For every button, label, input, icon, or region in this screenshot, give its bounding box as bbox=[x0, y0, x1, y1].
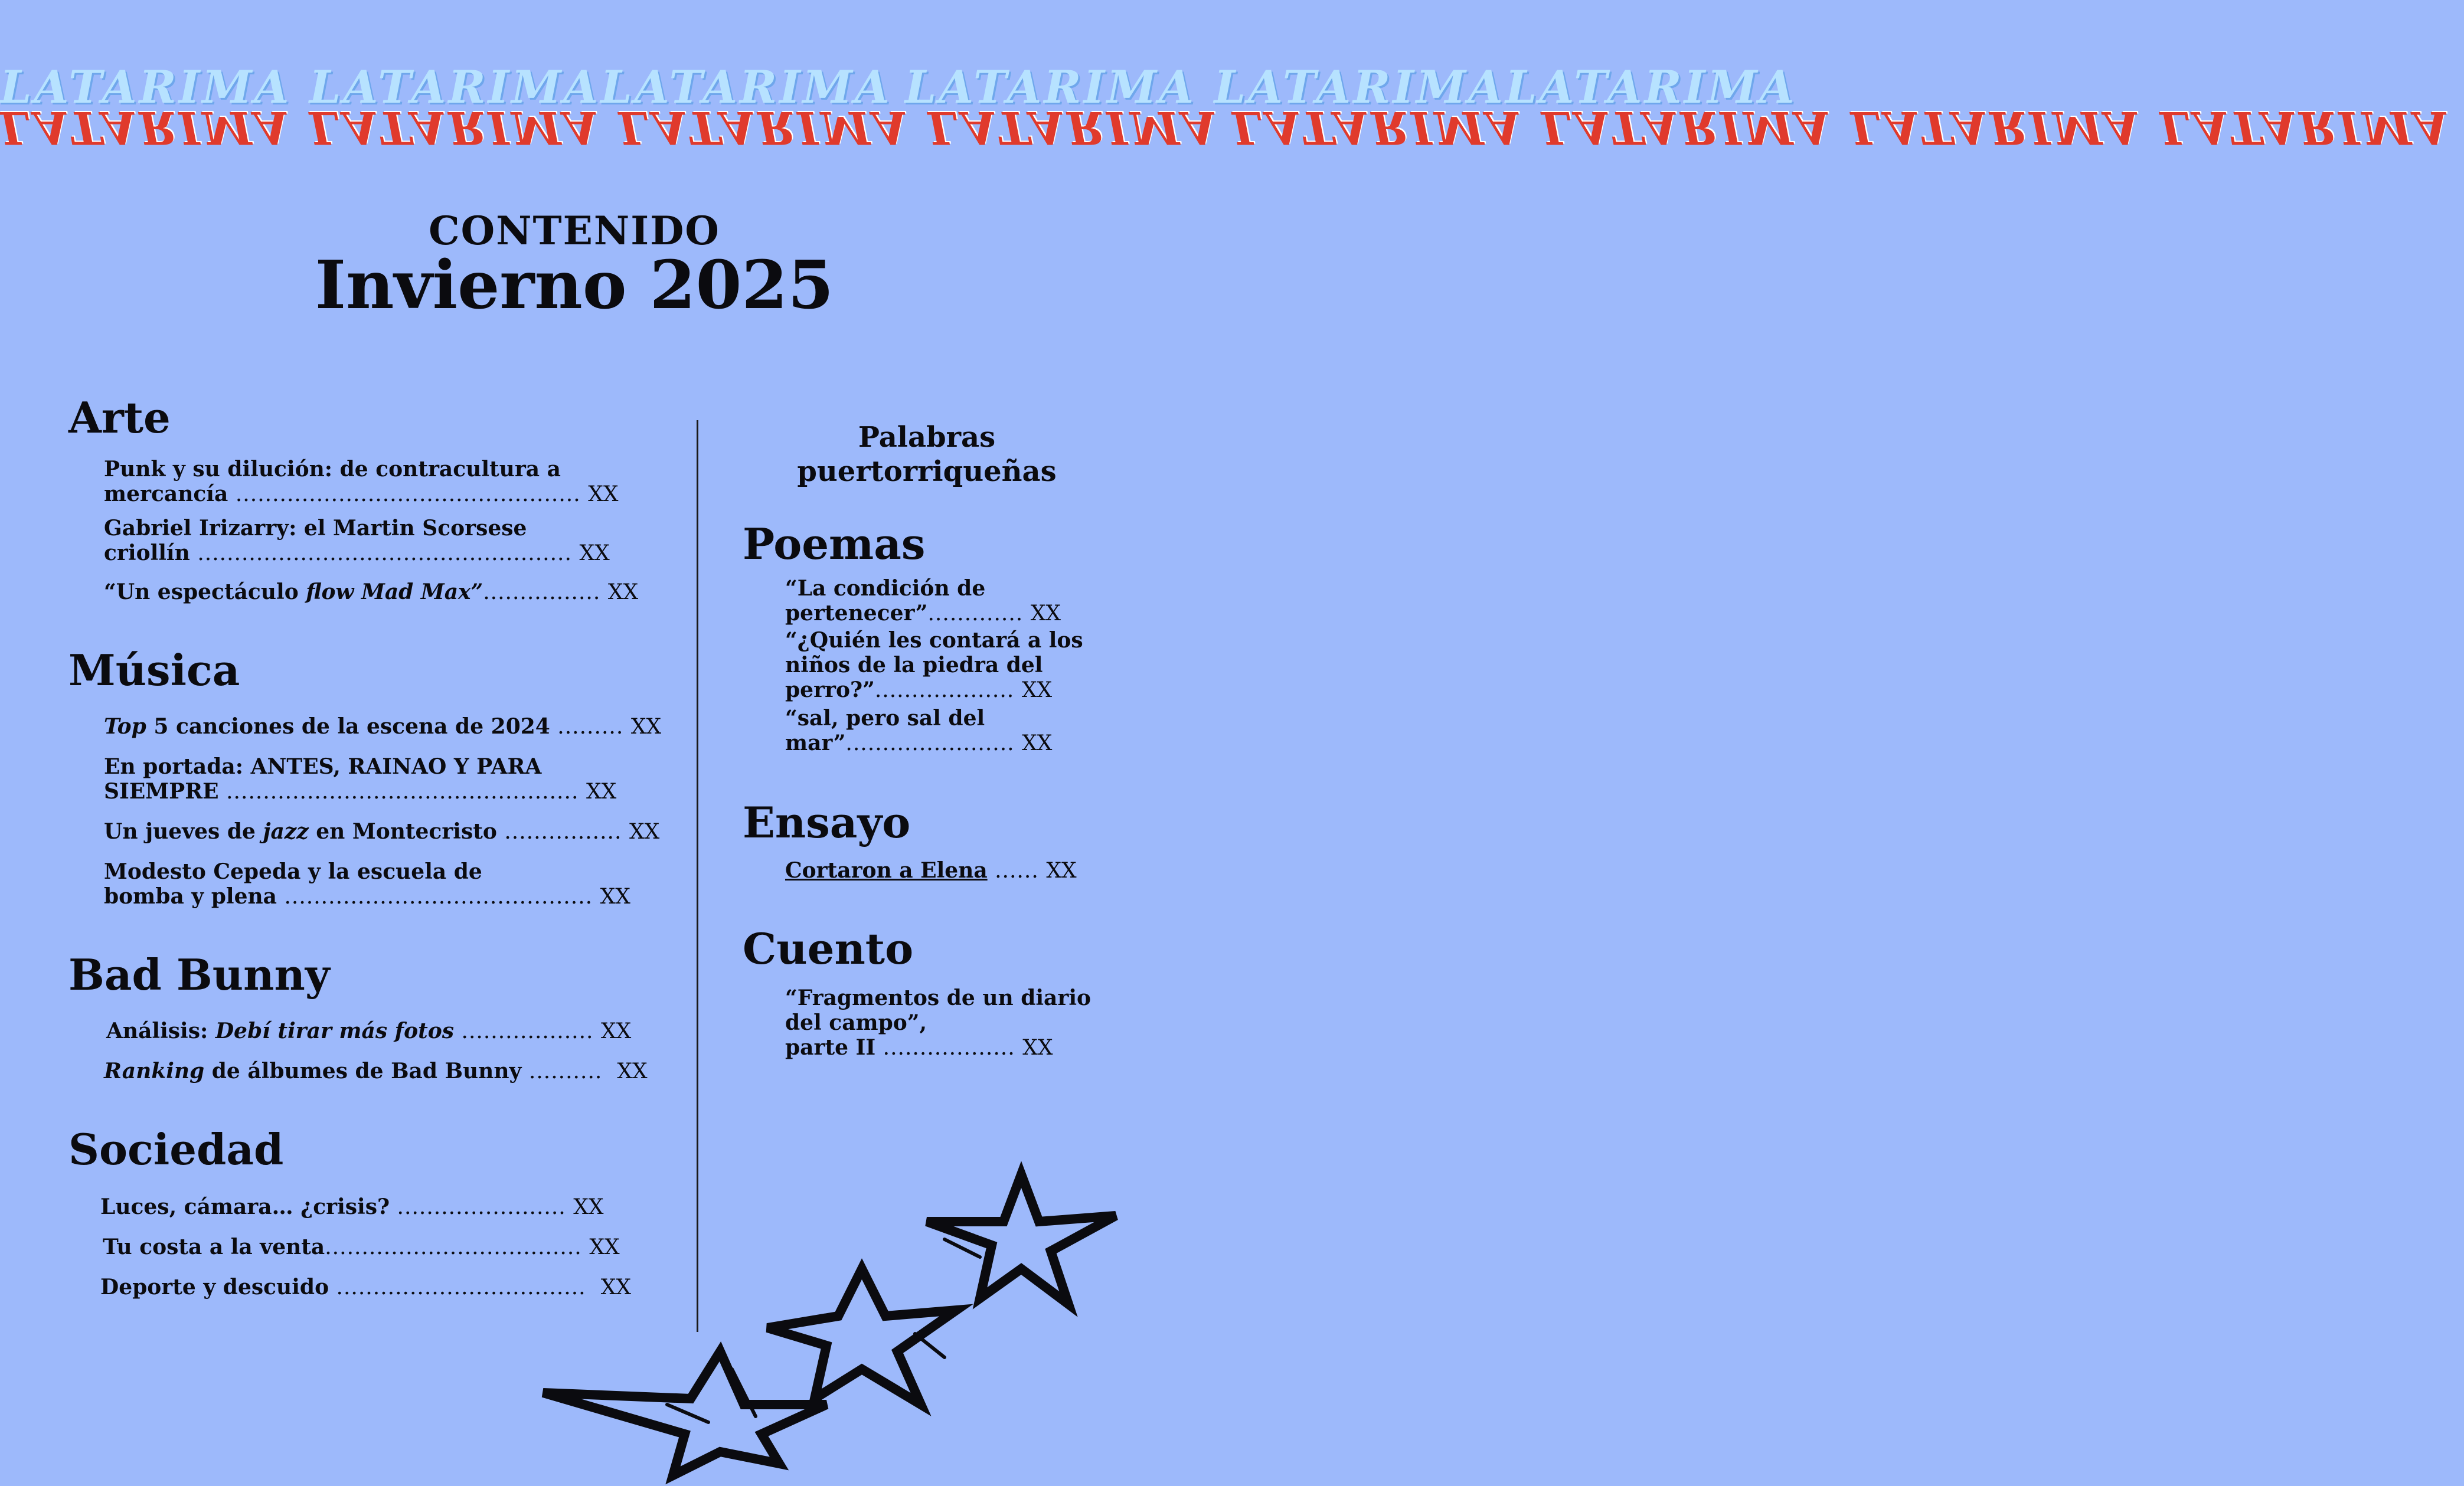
page-number: XX bbox=[1022, 1036, 1053, 1060]
toc-entry-costa[interactable]: Tu costa a la venta................................... XX bbox=[103, 1235, 620, 1259]
page-number: XX bbox=[601, 1019, 632, 1043]
page-number: XX bbox=[607, 580, 639, 604]
section-title-sociedad: Sociedad bbox=[68, 1124, 284, 1174]
toc-entry-elena[interactable]: Cortaron a Elena ...... XX bbox=[785, 858, 1077, 883]
page-number: XX bbox=[629, 820, 660, 844]
page-number: XX bbox=[589, 1235, 620, 1259]
page-number: XX bbox=[573, 1195, 604, 1219]
banner bbox=[0, 59, 2452, 154]
page-number: XX bbox=[600, 885, 630, 909]
toc-entry-cepeda[interactable]: Modesto Cepeda y la escuela de bomba y plena .......................................... XX bbox=[104, 859, 630, 909]
link-cortaron-a-elena[interactable]: Cortaron a Elena bbox=[785, 858, 988, 883]
toc-entry-irizarry[interactable]: Gabriel Irizarry: el Martin Scorsese criollín ................................................... XX bbox=[104, 516, 610, 565]
toc-entry-ranking[interactable]: Ranking de álbumes de Bad Bunny .......... XX bbox=[104, 1059, 648, 1084]
page-number: XX bbox=[600, 1275, 631, 1300]
toc-entry-condicion[interactable]: “La condición de pertenecer”............. XX bbox=[785, 576, 1061, 626]
section-title-cuento: Cuento bbox=[743, 924, 914, 974]
section-title-palabras: Palabras puertorriqueñas bbox=[797, 421, 1057, 488]
toc-entry-analisis[interactable]: Análisis: Debí tirar más fotos .................. XX bbox=[106, 1019, 632, 1043]
toc-entry-mad-max[interactable]: “Un espectáculo flow Mad Max”................ XX bbox=[104, 580, 639, 604]
toc-entry-punk[interactable]: Punk y su dilución: de contracultura a mercancía ............................................... XX bbox=[104, 457, 619, 506]
page-number: XX bbox=[579, 541, 610, 565]
section-title-musica: Música bbox=[68, 645, 240, 695]
section-title-poemas: Poemas bbox=[743, 519, 926, 569]
toc-entry-fragmentos[interactable]: “Fragmentos de un diario del campo”, parte II .................. XX bbox=[785, 986, 1092, 1060]
toc-entry-top-5[interactable]: Top 5 canciones de la escena de 2024 ......... XX bbox=[104, 714, 662, 739]
toc-entry-luces[interactable]: Luces, cámara… ¿crisis? ....................... XX bbox=[100, 1194, 604, 1219]
banner-top-text: LATARIMA LATARIMALATARIMA LATARIMA LATARIMALATARIMA bbox=[0, 61, 1797, 113]
page-number: XX bbox=[630, 715, 662, 739]
page-number: XX bbox=[617, 1059, 648, 1084]
toc-entry-portada[interactable]: En portada: ANTES, RAINAO Y PARA SIEMPRE ................................................ XX bbox=[104, 754, 617, 804]
page-number: XX bbox=[586, 780, 617, 804]
star-icon bbox=[927, 1174, 1116, 1304]
banner-bottom-text: LATARIMA LATARIMA LATARIMA LATARIMA LATARIMA LATARIMA LATARIMA LATARIMA bbox=[0, 102, 2452, 154]
toc-entry-sal[interactable]: “sal, pero sal del mar”....................... XX bbox=[785, 706, 1053, 755]
toc-entry-quien[interactable]: “¿Quién les contará a los niños de la piedra del perro?”................... XX bbox=[785, 628, 1083, 702]
contents-label: CONTENIDO bbox=[429, 208, 720, 254]
section-title-arte: Arte bbox=[68, 392, 171, 443]
page-number: XX bbox=[1030, 601, 1061, 626]
stars-illustration bbox=[531, 1157, 1122, 1475]
page-number: XX bbox=[1046, 859, 1077, 883]
section-title-bad-bunny: Bad Bunny bbox=[68, 950, 330, 1000]
toc-entry-deporte[interactable]: Deporte y descuido .................................. XX bbox=[100, 1275, 631, 1300]
toc-entry-jazz[interactable]: Un jueves de jazz en Montecristo ................ XX bbox=[104, 819, 660, 844]
page-number: XX bbox=[1021, 678, 1053, 702]
page-number: XX bbox=[1022, 731, 1053, 755]
page-number: XX bbox=[588, 482, 619, 506]
section-title-ensayo: Ensayo bbox=[743, 797, 911, 847]
star-icon bbox=[767, 1269, 956, 1405]
issue-title: Invierno 2025 bbox=[315, 247, 834, 324]
